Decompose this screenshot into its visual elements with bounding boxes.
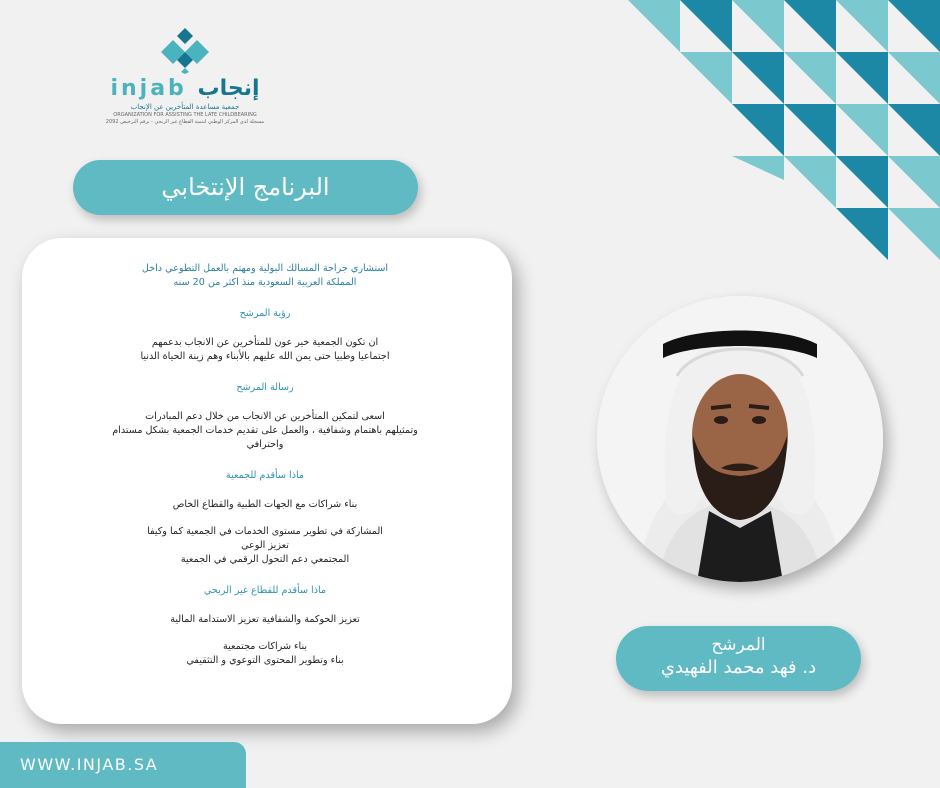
- program-title: البرنامج الإنتخابي: [73, 160, 418, 215]
- section-heading-association: ماذا سأقدم للجمعية: [225, 470, 305, 481]
- candidate-photo: [597, 296, 883, 582]
- injab-logo: [100, 28, 270, 146]
- logo-registration: مسجلة لدى المركز الوطني لتنمية القطاع غير الربحي - برقم الترخيص 2092: [105, 119, 265, 125]
- logo-brand-arabic: إنجاب: [197, 76, 260, 101]
- program-card-body: [75, 262, 455, 668]
- section-heading-mission: رسالة المرشح: [236, 382, 294, 393]
- nonprofit-text-1: تعزيز الحوكمة والشفافية تعزيز الاستدامة المالية: [170, 614, 360, 625]
- section-heading-vision: رؤية المرشح: [239, 308, 291, 319]
- website-link[interactable]: WWW.INJAB.SA: [0, 742, 246, 788]
- candidate-intro: استشاري جراحة المسالك البولية ومهتم بالعمل التطوعي داخل المملكة العربية السعودية منذ اكثر من 20 سنه: [141, 263, 389, 288]
- mission-text: اسعى لتمكين المتأخرين عن الانجاب من خلال دعم المبادرات وتمثيلهم باهتمام وشفافية ، والعمل على تقديم خدمات الجمعية بشكل مستدام واحترافي: [112, 411, 418, 450]
- candidate-name: د. فهد محمد الفهيدي: [660, 657, 817, 678]
- logo-brand-latin: injab: [110, 76, 187, 101]
- section-heading-nonprofit: ماذا سأقدم للقطاع غير الربحي: [203, 585, 327, 596]
- logo-diamond-icon: [159, 28, 211, 74]
- association-text-1: بناء شراكات مع الجهات الطبية والقطاع الخاص: [172, 499, 358, 510]
- association-text-2: المشاركة في تطوير مستوى الخدمات في الجمعية كما وكيفا تعزيز الوعي المجتمعي دعم التحول الرقمي في الجمعية: [147, 526, 383, 565]
- nonprofit-text-2: بناء شراكات مجتمعية بناء وتطوير المحتوى التوعوي و التثقيفي: [186, 641, 344, 666]
- logo-org-english: ORGANIZATION FOR ASSISTING THE LATE CHILDBEARING: [113, 112, 257, 118]
- candidate-portrait-image: [597, 296, 883, 582]
- logo-brand: [100, 76, 270, 101]
- logo-org-arabic: جمعية مساعدة المتأخرين عن الإنجاب: [130, 103, 240, 111]
- candidate-label: [616, 626, 861, 691]
- vision-text: ان تكون الجمعية خير عون للمتأخرين عن الانجاب بدعمهم اجتماعيا وطبيا حتى يمن الله عليهم بالأبناء وهم زينة الحياة الدنيا: [140, 337, 390, 362]
- candidate-role: المرشح: [711, 635, 766, 655]
